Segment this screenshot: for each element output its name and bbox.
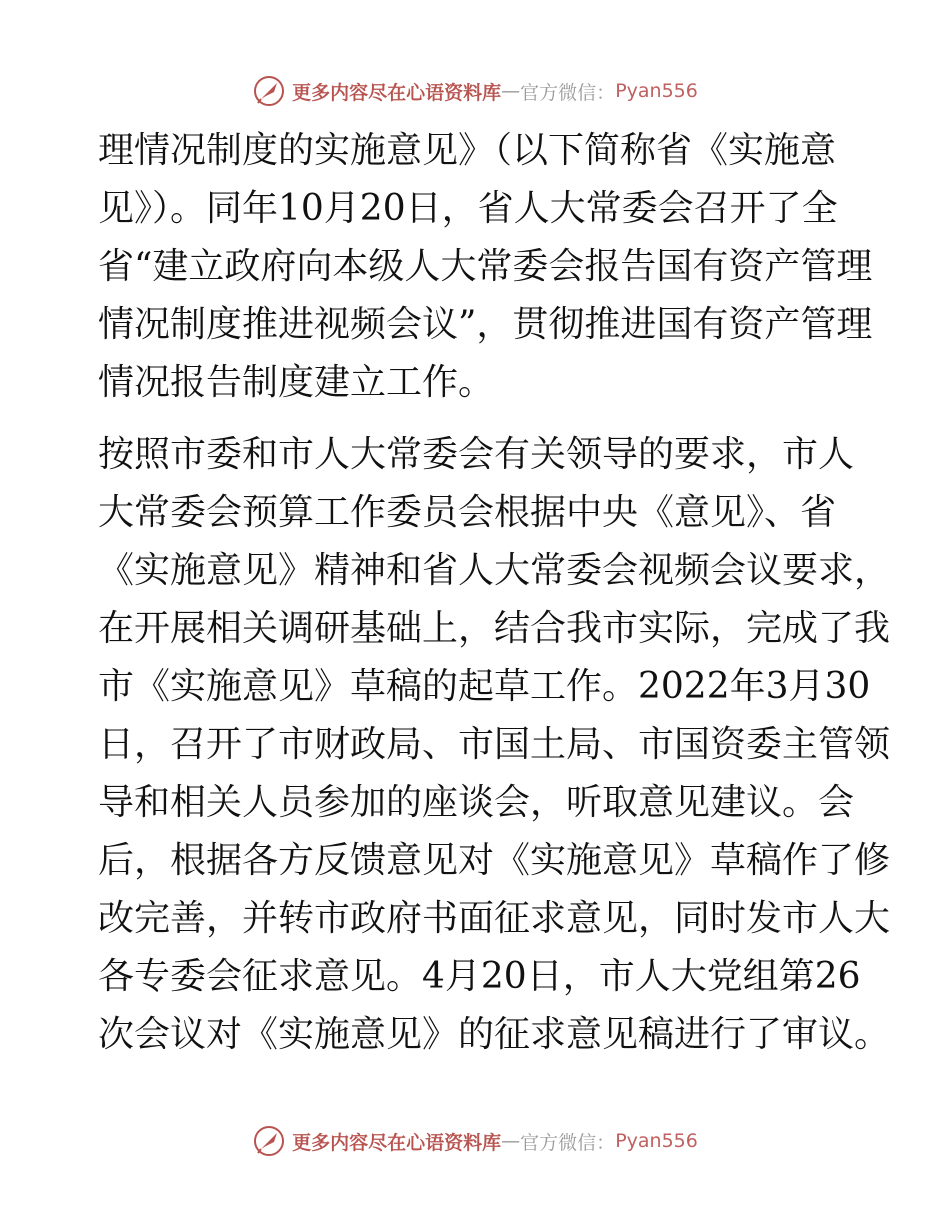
- paragraph-gap: [98, 412, 858, 426]
- text-line: 省“建立政府向本级人大常委会报告国有资产管理: [98, 246, 873, 287]
- watermark-label: 官方微信：: [520, 1131, 616, 1154]
- text-line: 日，召开了市财政局、市国土局、市国资委主管领: [98, 724, 891, 765]
- paragraph-1: [98, 122, 873, 412]
- text-line: 情况报告制度建立工作。: [98, 362, 495, 403]
- text-line: 按照市委和市人大常委会有关领导的要求，市人: [98, 434, 855, 475]
- watermark-separator: —: [501, 1130, 521, 1152]
- paragraph-2: [98, 426, 891, 1064]
- watermark-account: Pyan556: [615, 1130, 698, 1152]
- text-line: 《实施意见》精神和省人大常委会视频会议要求，: [98, 550, 891, 591]
- text-line: 理情况制度的实施意见》（以下简称省《实施意: [98, 130, 837, 171]
- text-line: 改完善，并转市政府书面征求意见，同时发市人大: [98, 898, 891, 939]
- text-line: 大常委会预算工作委员会根据中央《意见》、省: [98, 492, 837, 533]
- text-line: 见》）。同年10月20日，省人大常委会召开了全: [98, 188, 838, 229]
- footer-watermark: [0, 1121, 950, 1161]
- watermark-brand: 更多内容尽在心语资料库: [292, 1131, 502, 1154]
- text-line: 导和相关人员参加的座谈会，听取意见建议。会: [98, 782, 855, 823]
- text-line: 市《实施意见》草稿的起草工作。2022年3月30: [98, 666, 871, 707]
- text-line: 在开展相关调研基础上，结合我市实际，完成了我: [98, 608, 891, 649]
- watermark-brand: 更多内容尽在心语资料库: [292, 81, 502, 104]
- header-watermark: [0, 71, 950, 111]
- text-line: 次会议对《实施意见》的征求意见稿进行了审议。: [98, 1014, 891, 1055]
- watermark-separator: —: [501, 80, 521, 102]
- quill-pen-icon: [252, 74, 286, 108]
- document-body: [98, 122, 891, 1064]
- text-line: 各专委会征求意见。4月20日，市人大党组第26: [98, 956, 861, 997]
- watermark-account: Pyan556: [615, 80, 698, 102]
- quill-pen-icon: [252, 1124, 286, 1158]
- text-line: 情况制度推进视频会议”，贯彻推进国有资产管理: [98, 304, 873, 345]
- text-line: 后，根据各方反馈意见对《实施意见》草稿作了修: [98, 840, 891, 881]
- watermark-label: 官方微信：: [520, 81, 616, 104]
